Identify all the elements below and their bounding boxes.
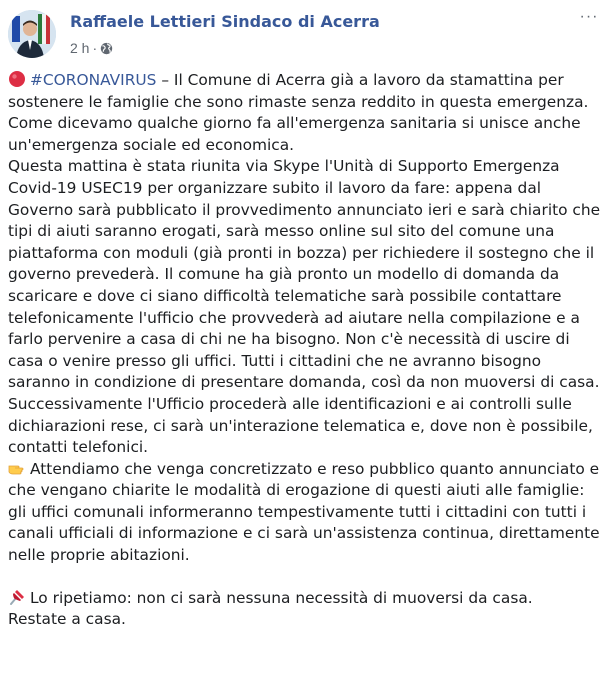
- paragraph-spacer: [8, 567, 602, 588]
- post-timestamp-link[interactable]: 2 h: [70, 40, 90, 56]
- post-paragraph-5: Restate a casa.: [8, 610, 126, 629]
- intro-text: – Il Comune di Acerra già a lavoro da stamattina per sostenere le famiglie che sono rimaste senza reddito in questa emergenza. Come dicevamo qualche giorno fa all'emergenza sanitaria si unisce anche un'emergenza sociale ed economica.: [8, 71, 589, 154]
- meta-separator: ·: [92, 40, 98, 56]
- post-paragraph-intro: [8, 70, 602, 156]
- post-header: [8, 8, 602, 60]
- paragraph-3-text: Attendiamo che venga concretizzato e reso pubblico quanto annunciato e che vengano chiarite le modalità di erogazione di questi aiuti alle famiglie: gli uffici comunali informeranno tempestivamente tutti i cittadini con tutti i canali ufficiali di informazione e ci sarà un'assistenza continua, direttamente nelle proprie abitazioni.: [8, 459, 600, 565]
- post-paragraph-4: [8, 588, 602, 610]
- post-paragraph-2: Questa mattina è stata riunita via Skype l'Unità di Supporto Emergenza Covid-19 USEC19 per organizzare subito il lavoro da fare: appena dal Governo sarà pubblicato il provvedimento annunciato ieri e sarà chiarito che tipi di aiuti saranno erogati, sarà messo online sul sito del comune una piattaforma con moduli (già pronti in bozza) per richiedere il sostegno che il governo prevederà. Il comune ha già pronto un modello di domanda da scaricare e dove ci siano difficoltà telematiche sarà possibile contattare telefonicamente l'ufficio che provvederà ad aiutare nella compilazione e a farlo pervenire a casa di chi ne ha bisogno. Non c'è necessità di uscire di casa o venire presso gli uffici. Tutti i cittadini che ne avranno bisogno saranno in condizione di presentare domanda, così da non muoversi di casa. Successivamente l'Ufficio procederà alle identificazioni e ai controlli sulle dichiarazioni rese, ci sarà un'interazione telematica e, dove non è possibile, contatti telefonici.: [8, 157, 601, 457]
- author-name-link[interactable]: Raffaele Lettieri Sindaco di Acerra: [70, 12, 380, 31]
- post-body: [8, 70, 602, 631]
- hashtag-link[interactable]: #CORONAVIRUS: [30, 71, 157, 89]
- pushpin-icon: [8, 588, 26, 606]
- paragraph-4-text: Lo ripetiamo: non ci sarà nessuna necessità di muoversi da casa.: [30, 588, 533, 607]
- avatar-image: [8, 10, 56, 58]
- globe-icon[interactable]: [100, 42, 113, 55]
- post-meta: [70, 40, 113, 56]
- pointing-hand-icon: [8, 459, 26, 477]
- avatar[interactable]: [8, 10, 56, 58]
- post-paragraph-3: [8, 459, 602, 567]
- more-options-button[interactable]: ···: [579, 8, 599, 25]
- red-circle-icon: [8, 70, 26, 88]
